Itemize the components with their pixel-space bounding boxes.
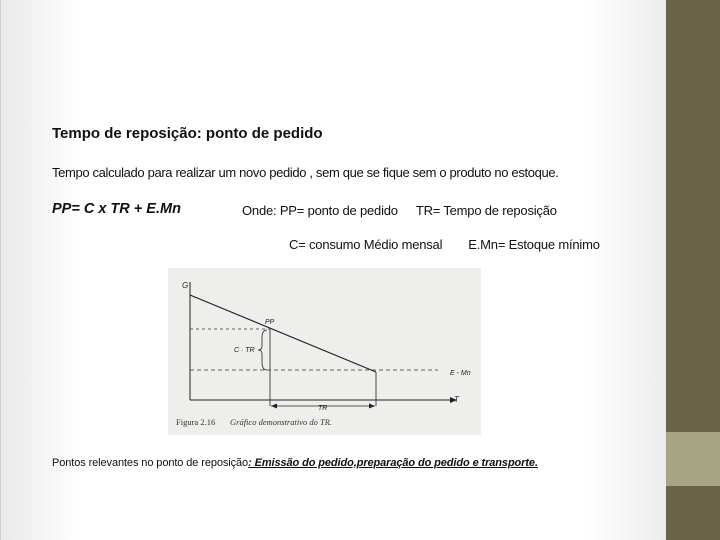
tr-arrow-right	[369, 404, 375, 409]
footer-emphasis: : Emissão do pedido,preparação do pedido e transporte.	[248, 457, 538, 469]
y-axis-label: G	[182, 281, 189, 290]
definition-tr: TR= Tempo de reposição	[415, 203, 557, 218]
footer-prefix: Pontos relevantes no ponto de reposição	[52, 457, 249, 469]
tr-label: TR	[318, 405, 328, 412]
consumption-line	[190, 295, 376, 372]
definitions-line-2	[289, 237, 600, 252]
slide-description: Tempo calculado para realizar um novo pedido , sem que se fique sem o produto no estoque.	[52, 165, 559, 180]
figure-caption-text: Gráfico demonstrativo do TR.	[230, 417, 332, 427]
tr-diagram	[168, 268, 481, 435]
definitions-line-1	[242, 203, 557, 218]
figure-caption-prefix: Figura 2.16	[176, 417, 216, 427]
ctr-brace	[258, 330, 267, 370]
emn-label: E - Mn	[450, 370, 471, 377]
formula: PP= C x TR + E.Mn	[52, 201, 181, 217]
tr-figure	[168, 268, 481, 435]
definition-c: C= consumo Médio mensal	[289, 237, 443, 252]
definition-pp: Onde: PP= ponto de pedido	[242, 203, 398, 218]
slide-title: Tempo de reposição: ponto de pedido	[52, 125, 323, 142]
footer-note	[52, 457, 538, 469]
ctr-label: C · TR	[234, 347, 255, 354]
tr-arrow-left	[271, 404, 277, 409]
x-axis-label: T	[454, 395, 459, 404]
side-bar-accent	[666, 432, 720, 486]
pp-label: PP	[265, 319, 275, 326]
definition-emn: E.Mn= Estoque mínimo	[468, 237, 600, 252]
